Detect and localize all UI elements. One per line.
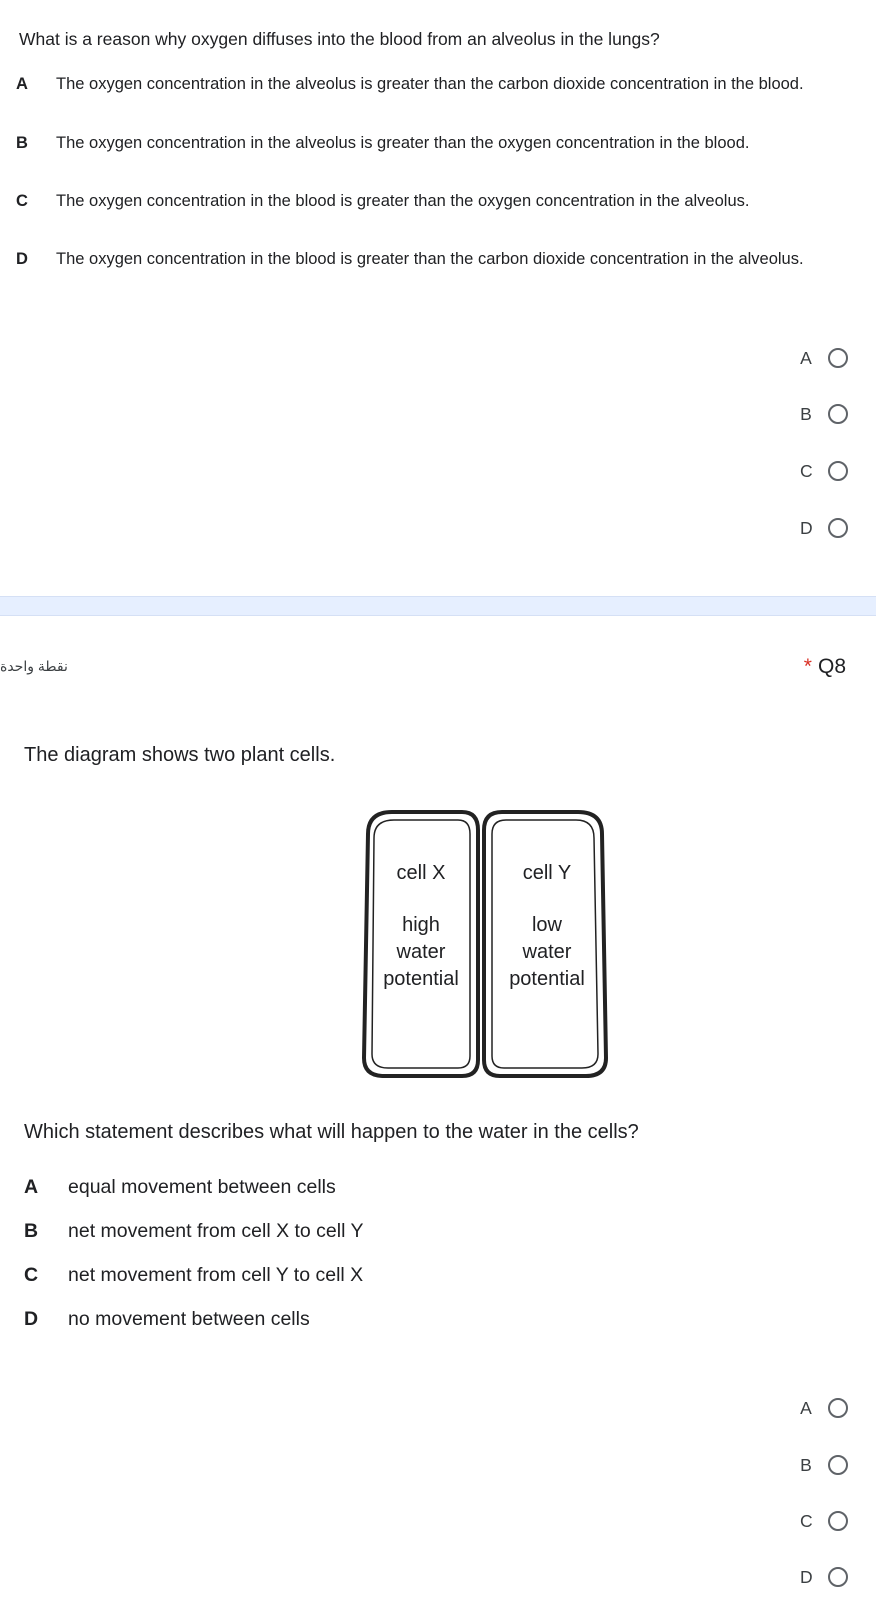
q8-option-d bbox=[24, 1308, 310, 1331]
q8-option-b bbox=[24, 1220, 364, 1243]
option-letter: C bbox=[16, 192, 28, 210]
option-text: net movement from cell X to cell Y bbox=[68, 1220, 364, 1242]
cell-x-label: cell X bbox=[396, 862, 446, 884]
option-letter: A bbox=[16, 75, 28, 93]
cell-x-description bbox=[364, 912, 478, 993]
answer-label: B bbox=[800, 1454, 812, 1475]
required-asterisk: * bbox=[803, 655, 812, 678]
option-text: The oxygen concentration in the blood is greater than the oxygen concentration in the alveolus. bbox=[56, 192, 750, 210]
q8-answer-a[interactable] bbox=[800, 1396, 848, 1420]
q8-answer-b[interactable] bbox=[800, 1453, 848, 1477]
question-number-text: Q8 bbox=[817, 655, 846, 678]
option-letter: B bbox=[24, 1220, 39, 1242]
answer-label: A bbox=[800, 1397, 812, 1418]
radio-button[interactable] bbox=[828, 1398, 848, 1418]
cell-x-line1: high bbox=[402, 914, 440, 936]
option-text: The oxygen concentration in the blood is greater than the carbon dioxide concentration in the alveolus. bbox=[56, 250, 804, 268]
option-text: net movement from cell Y to cell X bbox=[68, 1264, 364, 1286]
cell-y-label: cell Y bbox=[522, 862, 572, 884]
cell-y-description bbox=[488, 912, 606, 993]
q7-question-text: What is a reason why oxygen diffuses into the blood from an alveolus in the lungs? bbox=[19, 29, 660, 49]
q8-option-c bbox=[24, 1264, 363, 1287]
option-letter: D bbox=[24, 1308, 39, 1330]
cell-y-line1: low bbox=[531, 914, 562, 936]
q7-answer-d[interactable] bbox=[800, 516, 848, 540]
radio-button[interactable] bbox=[828, 404, 848, 424]
option-text: The oxygen concentration in the alveolus is greater than the oxygen concentration in the blood. bbox=[56, 134, 750, 152]
radio-button[interactable] bbox=[828, 1455, 848, 1475]
option-letter: D bbox=[16, 250, 28, 268]
q7-answer-a[interactable] bbox=[800, 346, 848, 370]
q8-answer-d[interactable] bbox=[800, 1565, 848, 1589]
radio-button[interactable] bbox=[828, 1511, 848, 1531]
radio-button[interactable] bbox=[828, 1567, 848, 1587]
plant-cells-diagram bbox=[358, 808, 610, 1080]
question-number bbox=[804, 655, 846, 679]
cell-x-line3: potential bbox=[383, 968, 459, 990]
option-letter: A bbox=[24, 1176, 39, 1198]
q8-intro-text: The diagram shows two plant cells. bbox=[24, 744, 336, 766]
cell-x-line2: water bbox=[396, 941, 446, 963]
option-text: no movement between cells bbox=[68, 1308, 310, 1330]
q7-option-d bbox=[16, 249, 836, 270]
q7-option-b bbox=[16, 133, 836, 154]
option-letter: C bbox=[24, 1264, 39, 1286]
option-text: equal movement between cells bbox=[68, 1176, 336, 1198]
answer-label: A bbox=[800, 347, 812, 368]
answer-label: C bbox=[800, 460, 813, 481]
section-separator bbox=[0, 596, 876, 616]
q7-option-a bbox=[16, 74, 836, 95]
answer-label: D bbox=[800, 1566, 813, 1587]
option-letter: B bbox=[16, 134, 28, 152]
q7-answer-c[interactable] bbox=[800, 459, 848, 483]
radio-button[interactable] bbox=[828, 461, 848, 481]
option-text: The oxygen concentration in the alveolus is greater than the carbon dioxide concentration in the blood. bbox=[56, 75, 804, 93]
radio-button[interactable] bbox=[828, 348, 848, 368]
answer-label: C bbox=[800, 1510, 813, 1531]
cell-y-line3: potential bbox=[509, 968, 585, 990]
answer-label: B bbox=[800, 403, 812, 424]
points-label: نقطة واحدة bbox=[0, 658, 68, 674]
answer-label: D bbox=[800, 517, 813, 538]
q7-answer-b[interactable] bbox=[800, 402, 848, 426]
cell-y-line2: water bbox=[522, 941, 572, 963]
q8-question-text: Which statement describes what will happen to the water in the cells? bbox=[24, 1121, 639, 1143]
q8-answer-c[interactable] bbox=[800, 1509, 848, 1533]
radio-button[interactable] bbox=[828, 518, 848, 538]
q8-option-a bbox=[24, 1176, 336, 1199]
q7-option-c bbox=[16, 191, 836, 212]
